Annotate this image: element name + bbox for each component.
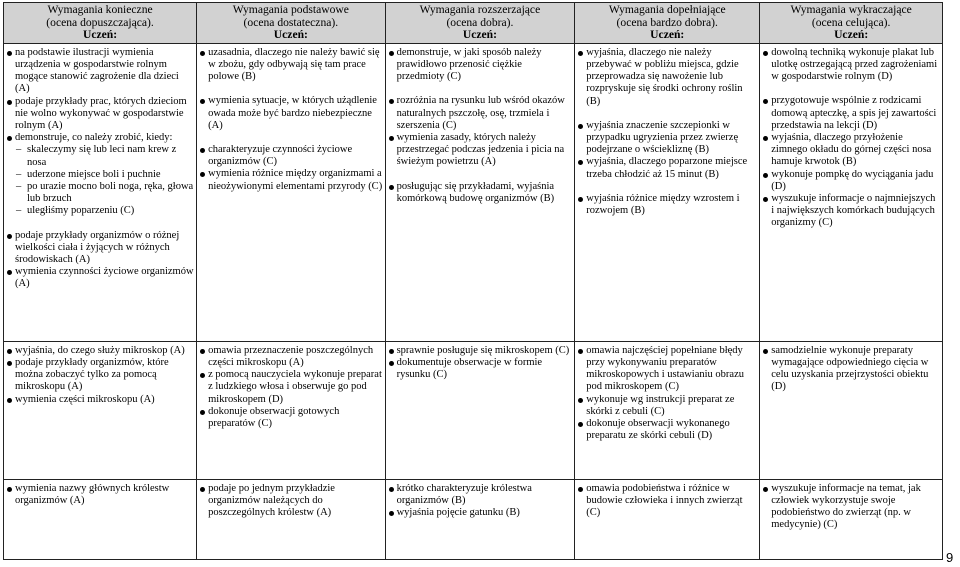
requirement-item [389, 357, 573, 381]
requirement-item [578, 156, 757, 180]
bullet-icon [7, 136, 12, 141]
bullet-icon [200, 99, 205, 104]
requirement-group [763, 345, 940, 394]
subitem-text: uległiśmy poparzeniu (C) [27, 205, 135, 217]
bullet-icon [763, 197, 768, 202]
requirement-group [7, 345, 194, 406]
requirement-item [763, 169, 940, 193]
requirement-item [7, 96, 194, 133]
requirement-item [7, 357, 194, 394]
requirement-subitem [7, 144, 194, 168]
requirement-group [578, 345, 757, 443]
header-cell-rozszerzajace [385, 3, 575, 44]
requirement-item [578, 418, 757, 442]
requirement-text: omawia przeznaczenie poszczególnych części mikroskopu (A) [208, 344, 374, 368]
header-cell-dopelniajace [575, 3, 760, 44]
requirement-text: posługując się przykładami, wyjaśnia komórkową budowę organizmów (B) [396, 180, 555, 204]
requirement-text: wymienia różnice między organizmami a nieożywionymi elementami przyrody (C) [208, 168, 383, 192]
requirement-group [578, 120, 757, 181]
table-cell [575, 43, 760, 341]
table-cell [575, 479, 760, 559]
requirement-group [389, 95, 573, 168]
requirement-group [763, 47, 940, 84]
column-role: Uczeń: [82, 28, 118, 42]
requirement-group [200, 345, 382, 430]
requirement-group [200, 483, 382, 520]
bullet-icon [7, 100, 12, 105]
bullet-icon [389, 349, 394, 354]
requirement-text: podaje przykłady prac, których dzieciom nie wolno wykonywać w gospodarstwie rolnym (A) [15, 95, 187, 131]
header-cell-konieczne [4, 3, 197, 44]
requirement-item [7, 47, 194, 96]
requirement-text: wyjaśnia pojęcie gatunku (B) [396, 507, 520, 519]
column-grade: (ocena dostateczna). [243, 15, 339, 29]
requirement-item [200, 144, 382, 168]
bullet-icon [7, 398, 12, 403]
requirement-text: krótko charakteryzuje królestwa organizmów (B) [396, 482, 532, 506]
column-grade: (ocena celująca). [811, 15, 891, 29]
requirement-group [7, 47, 194, 218]
bullet-icon [7, 51, 12, 56]
table-row [4, 341, 943, 479]
requirement-text: podaje przykłady organizmów, które można zobaczyć tylko za pomocą mikroskopu (A) [15, 356, 169, 393]
requirement-text: dowolną techniką wykonuje plakat lub ulotkę ostrzegającą przed zagrożeniami w gospodarstwie rolnym (D) [771, 46, 938, 83]
bullet-icon [763, 349, 768, 354]
table-row [4, 479, 943, 559]
table-cell [4, 479, 197, 559]
requirement-item [7, 394, 194, 406]
requirement-text: wyszukuje informacje na temat, jak człowiek wykorzystuje swoje podobieństwo do zwierząt (np. w medycynie) (C) [771, 482, 921, 531]
bullet-icon [7, 234, 12, 239]
requirement-item [578, 394, 757, 418]
bullet-icon [763, 51, 768, 56]
bullet-icon [200, 487, 205, 492]
requirement-text: wyjaśnia, do czego służy mikroskop (A) [15, 344, 185, 356]
requirement-text: omawia podobieństwa i różnice w budowie człowieka i innych zwierząt (C) [586, 482, 743, 519]
requirement-text: wyszukuje informacje o najmniejszych i największych komórkach budujących organizmy (C) [771, 193, 936, 229]
requirement-item [578, 193, 757, 217]
requirement-item [7, 345, 194, 357]
table-cell [385, 341, 575, 479]
requirement-group [389, 483, 573, 520]
requirement-item [7, 483, 194, 507]
requirement-text: wyjaśnia znaczenie szczepionki w przypadku ugryzienia przez zwierzę podejrzane o wściekliznę (B) [586, 119, 739, 156]
requirement-item [200, 483, 382, 520]
requirement-subitem [7, 205, 194, 217]
bullet-icon [763, 487, 768, 492]
bullet-icon [578, 422, 583, 427]
bullet-icon [7, 361, 12, 366]
column-title: Wymagania podstawowe [232, 3, 349, 16]
requirement-item [7, 266, 194, 290]
bullet-icon [389, 51, 394, 56]
requirement-text: samodzielnie wykonuje preparaty wymagające odpowiedniego cięcia w celu uzyskania przejrzystości obiektu (D) [771, 344, 929, 393]
requirement-item [763, 47, 940, 84]
table-cell [760, 43, 943, 341]
bullet-icon [389, 361, 394, 366]
column-grade: (ocena dopuszczająca). [46, 15, 154, 29]
subitem-text: po urazie mocno boli noga, ręka, głowa lub brzuch [27, 181, 194, 205]
requirement-item [763, 483, 940, 532]
requirement-item [200, 168, 382, 192]
bullet-icon [578, 398, 583, 403]
table-cell [760, 479, 943, 559]
header-cell-podstawowe [197, 3, 385, 44]
table-cell [4, 43, 197, 341]
requirement-item [578, 120, 757, 157]
dash-icon: – [16, 205, 22, 217]
table-cell [575, 341, 760, 479]
table-cell [760, 341, 943, 479]
requirement-item [389, 483, 573, 507]
bullet-icon [7, 270, 12, 275]
bullet-icon [200, 410, 205, 415]
requirement-text: uzasadnia, dlaczego nie należy bawić się w zbożu, gdy odbywają się tam prace polowe (B) [208, 46, 380, 83]
requirement-item [389, 132, 573, 169]
requirement-subitem [7, 169, 194, 181]
requirement-item [763, 193, 940, 230]
requirement-text: wymienia czynności życiowe organizmów (A) [15, 266, 194, 290]
requirement-subitem [7, 181, 194, 205]
requirement-text: wykonuje wg instrukcji preparat ze skórki z cebuli (C) [586, 393, 735, 417]
column-grade: (ocena dobra). [446, 15, 514, 29]
bullet-icon [200, 148, 205, 153]
requirement-item [389, 95, 573, 132]
bullet-icon [200, 373, 205, 378]
requirement-item [389, 47, 573, 84]
requirement-item [763, 132, 940, 169]
column-role: Uczeń: [462, 28, 497, 42]
requirement-item [389, 345, 573, 357]
requirement-group [200, 95, 382, 132]
header-row [4, 3, 943, 44]
requirement-text: podaje przykłady organizmów o różnej wielkości ciała i żyjących w różnych środowiskach (A) [15, 229, 180, 266]
bullet-icon [389, 136, 394, 141]
requirement-group [389, 345, 573, 382]
bullet-icon [200, 51, 205, 56]
requirement-text: wyjaśnia różnice między wzrostem i rozwojem (B) [586, 192, 740, 217]
requirement-text: przygotowuje wspólnie z rodzicami domową apteczkę, a spis jej zawartości przedstawia na lekcji (D) [771, 95, 937, 131]
requirement-text: dokonuje obserwacji gotowych preparatów (C) [208, 405, 340, 429]
bullet-icon [763, 136, 768, 141]
bullet-icon [7, 487, 12, 492]
subitem-text: uderzone miejsce boli i puchnie [27, 168, 161, 180]
table-cell [197, 479, 385, 559]
bullet-icon [389, 185, 394, 190]
bullet-icon [578, 349, 583, 354]
bullet-icon [763, 173, 768, 178]
requirement-group [7, 483, 194, 507]
requirement-group [200, 47, 382, 84]
requirement-text: demonstruje, w jaki sposób należy prawidłowo przenosić ciężkie przedmioty (C) [396, 46, 542, 83]
requirement-text: charakteryzuje czynności życiowe organizmów (C) [208, 144, 353, 168]
requirement-item [389, 507, 573, 519]
bullet-icon [200, 349, 205, 354]
bullet-icon [389, 487, 394, 492]
page-number: 9 [946, 550, 954, 565]
table-row [4, 43, 943, 341]
requirement-item [7, 230, 194, 267]
requirement-group [763, 483, 940, 532]
requirement-group [578, 47, 757, 108]
requirement-group [578, 193, 757, 217]
column-title: Wymagania rozszerzające [419, 3, 541, 16]
requirement-text: wykonuje pompkę do wyciągania jadu (D) [771, 168, 934, 192]
bullet-icon [389, 511, 394, 516]
requirement-text: rozróżnia na rysunku lub wśród okazów naturalnych pszczołę, osę, trzmiela i szerszenia (C) [396, 95, 565, 131]
column-role: Uczeń: [273, 28, 308, 42]
requirement-text: dokumentuje obserwacje w formie rysunku (C) [396, 356, 543, 381]
table-cell [197, 341, 385, 479]
requirement-item [200, 345, 382, 369]
requirement-text: wymienia zasady, których należy przestrzegać podczas jedzenia i picia na świeżym powietrzu (A) [396, 132, 565, 168]
requirement-group [578, 483, 757, 520]
table-body [4, 43, 943, 559]
requirement-text: podaje po jednym przykładzie organizmów należących do poszczególnych królestw (A) [208, 482, 335, 519]
table-cell [4, 341, 197, 479]
requirement-group [763, 95, 940, 229]
requirement-text: wymienia nazwy głównych królestw organizmów (A) [15, 482, 170, 506]
bullet-icon [763, 99, 768, 104]
requirement-item [578, 345, 757, 394]
requirements-table [3, 2, 943, 560]
requirement-group [200, 144, 382, 193]
bullet-icon [200, 172, 205, 177]
dash-icon: – [16, 144, 22, 156]
table-cell [385, 479, 575, 559]
requirement-text: wymienia części mikroskopu (A) [15, 393, 155, 405]
requirement-text: wymienia sytuacje, w których użądlenie owada może być bardzo niebezpieczne (A) [208, 95, 377, 131]
requirement-text: dokonuje obserwacji wykonanego preparatu ze skórki cebuli (D) [586, 418, 730, 442]
table-cell [385, 43, 575, 341]
requirement-text: z pomocą nauczyciela wykonuje preparat z ludzkiego włosa i obserwuje go pod mikroskopem (D) [208, 369, 382, 405]
requirement-text: demonstruje, co należy zrobić, kiedy: [15, 132, 173, 144]
bullet-icon [578, 124, 583, 129]
column-title: Wymagania konieczne [47, 3, 153, 16]
requirement-text: wyjaśnia, dlaczego poparzone miejsce trzeba chłodzić aż 15 minut (B) [586, 156, 748, 180]
bullet-icon [578, 487, 583, 492]
column-title: Wymagania dopełniające [608, 3, 726, 16]
requirement-item [763, 345, 940, 394]
requirement-text: sprawnie posługuje się mikroskopem (C) [396, 344, 570, 356]
requirement-item [389, 181, 573, 205]
requirement-item [578, 483, 757, 520]
requirement-group [389, 181, 573, 205]
bullet-icon [578, 160, 583, 165]
subitem-text: skaleczymy się lub leci nam krew z nosa [27, 144, 177, 168]
bullet-icon [7, 349, 12, 354]
bullet-icon [578, 197, 583, 202]
requirement-item [200, 406, 382, 430]
requirement-item [763, 95, 940, 132]
header-cell-wykraczajace [760, 3, 943, 44]
requirement-item [200, 95, 382, 132]
column-role: Uczeń: [834, 28, 869, 42]
requirement-text: wyjaśnia, dlaczego nie należy przebywać w pobliżu miejsca, gdzie przeprowadza się nawożenie lub rozpryskuje się środki ochrony roślin (B) [586, 46, 743, 107]
requirement-item [200, 47, 382, 84]
requirement-item [7, 132, 194, 144]
table-cell [197, 43, 385, 341]
dash-icon: – [16, 181, 22, 193]
requirement-text: wyjaśnia, dlaczego przyłożenie zimnego okładu do górnej części nosa hamuje krwotok (B) [771, 132, 932, 168]
column-role: Uczeń: [650, 28, 685, 42]
requirement-group [389, 47, 573, 84]
dash-icon: – [16, 168, 22, 180]
requirement-item [578, 47, 757, 108]
column-title: Wymagania wykraczające [790, 3, 912, 16]
requirement-group [7, 230, 194, 291]
requirement-text: na podstawie ilustracji wymienia urządzenia w gospodarstwie rolnym mogące stanowić zagrożenie dla dzieci (A) [15, 46, 179, 95]
bullet-icon [389, 99, 394, 104]
requirement-item [200, 369, 382, 406]
requirement-text: omawia najczęściej popełniane błędy przy wykonywaniu preparatów mikroskopowych i ustawianiu obrazu pod mikroskopem (C) [586, 344, 744, 393]
column-grade: (ocena bardzo dobra). [616, 15, 718, 29]
bullet-icon [578, 51, 583, 56]
